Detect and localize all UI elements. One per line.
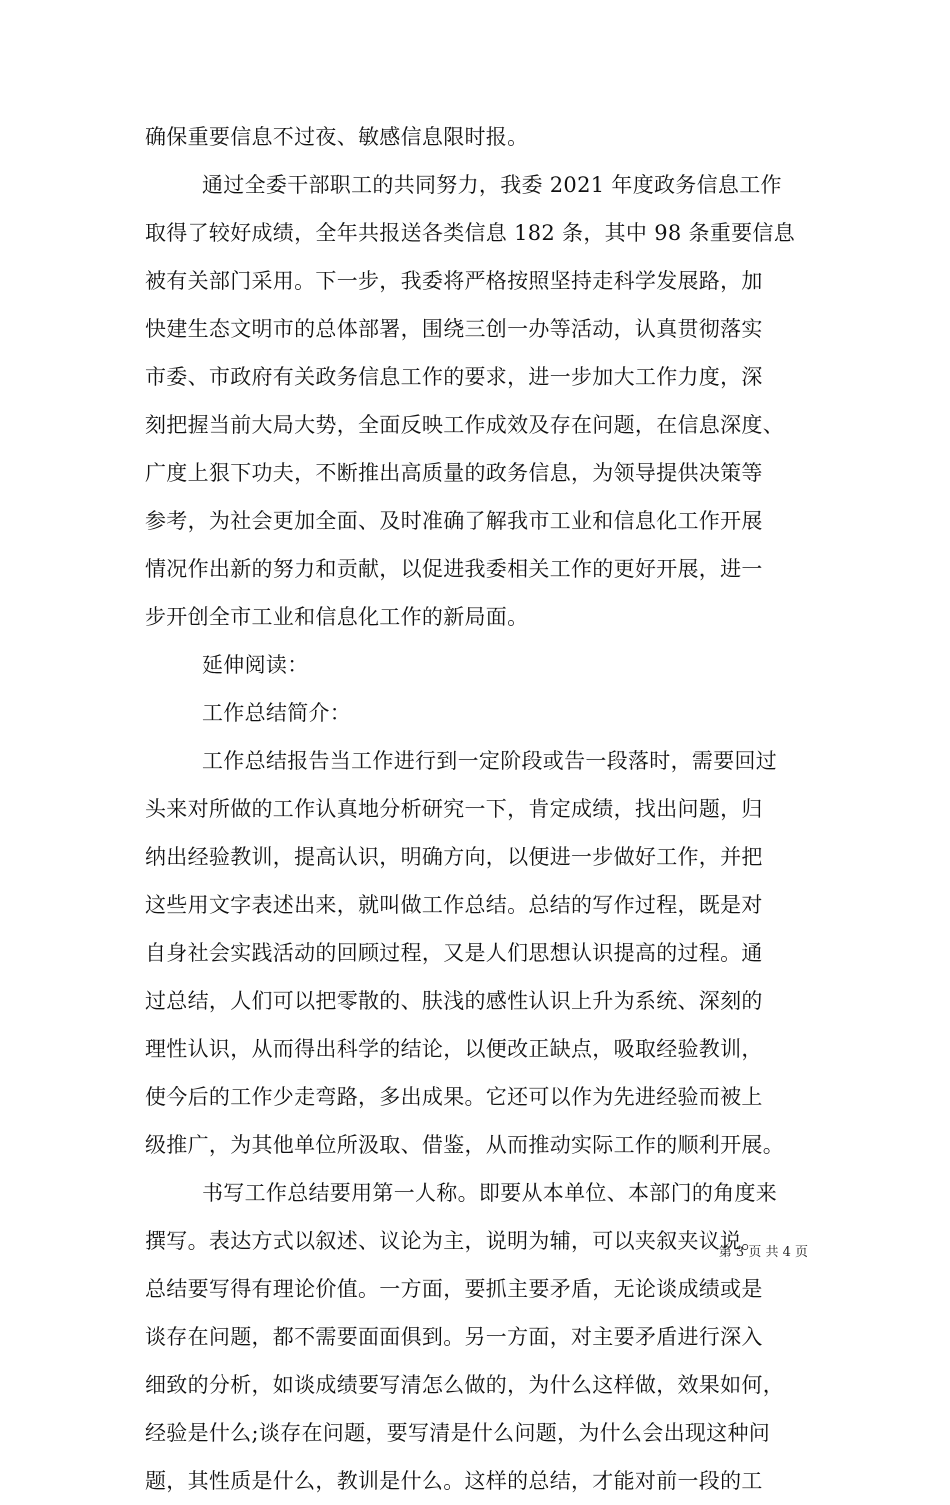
text-line: 谈存在问题，都不需要面面俱到。另一方面，对主要矛盾进行深入 — [145, 1325, 763, 1349]
text-line: 工作总结简介： — [202, 701, 352, 725]
paragraph — [145, 737, 811, 1169]
document-body — [145, 113, 811, 1505]
text-line: 细致的分析，如谈成绩要写清怎么做的，为什么这样做，效果如何， — [145, 1373, 784, 1397]
text-line: 通过全委干部职工的共同努力，我委 2021 年度政务信息工作 — [202, 173, 782, 197]
text-line: 纳出经验教训，提高认识，明确方向，以便进一步做好工作，并把 — [145, 845, 763, 869]
text-line: 头来对所做的工作认真地分析研究一下，肯定成绩，找出问题，归 — [145, 797, 763, 821]
paragraph — [145, 113, 811, 161]
text-line: 广度上狠下功夫，不断推出高质量的政务信息，为领导提供决策等 — [145, 461, 763, 485]
text-line: 过总结，人们可以把零散的、肤浅的感性认识上升为系统、深刻的 — [145, 989, 763, 1013]
text-line: 延伸阅读： — [202, 653, 309, 677]
page-number: 第 3 页 共 4 页 — [718, 1245, 808, 1260]
text-line: 刻把握当前大局大势，全面反映工作成效及存在问题，在信息深度、 — [145, 413, 784, 437]
text-line: 理性认识，从而得出科学的结论，以便改正缺点，吸取经验教训， — [145, 1037, 763, 1061]
text-line: 书写工作总结要用第一人称。即要从本单位、本部门的角度来 — [202, 1181, 778, 1205]
text-line: 级推广，为其他单位所汲取、借鉴，从而推动实际工作的顺利开展。 — [145, 1133, 784, 1157]
paragraph — [145, 689, 811, 737]
text-line: 被有关部门采用。下一步，我委将严格按照坚持走科学发展路，加 — [145, 269, 763, 293]
paragraph — [145, 161, 811, 641]
text-line: 确保重要信息不过夜、敏感信息限时报。 — [145, 125, 529, 149]
text-line: 自身社会实践活动的回顾过程，又是人们思想认识提高的过程。通 — [145, 941, 763, 965]
text-line: 使今后的工作少走弯路，多出成果。它还可以作为先进经验而被上 — [145, 1085, 763, 1109]
text-line: 题，其性质是什么，教训是什么。这样的总结，才能对前一段的工 — [145, 1469, 763, 1493]
text-line: 参考，为社会更加全面、及时准确了解我市工业和信息化工作开展 — [145, 509, 763, 533]
text-line: 经验是什么;谈存在问题，要写清是什么问题，为什么会出现这种问 — [145, 1421, 771, 1445]
paragraph — [145, 1169, 811, 1505]
paragraph — [145, 641, 811, 689]
text-line: 市委、市政府有关政务信息工作的要求，进一步加大工作力度，深 — [145, 365, 763, 389]
text-line: 工作总结报告当工作进行到一定阶段或告一段落时，需要回过 — [202, 749, 778, 773]
text-line: 这些用文字表述出来，就叫做工作总结。总结的写作过程，既是对 — [145, 893, 763, 917]
text-line: 情况作出新的努力和贡献，以促进我委相关工作的更好开展，进一 — [145, 557, 763, 581]
text-line: 撰写。表达方式以叙述、议论为主，说明为辅，可以夹叙夹议说。 — [145, 1229, 763, 1253]
text-line: 取得了较好成绩，全年共报送各类信息 182 条，其中 98 条重要信息 — [145, 221, 796, 245]
text-line: 步开创全市工业和信息化工作的新局面。 — [145, 605, 529, 629]
text-line: 总结要写得有理论价值。一方面，要抓主要矛盾，无论谈成绩或是 — [145, 1277, 763, 1301]
text-line: 快建生态文明市的总体部署，围绕三创一办等活动，认真贯彻落实 — [145, 317, 763, 341]
